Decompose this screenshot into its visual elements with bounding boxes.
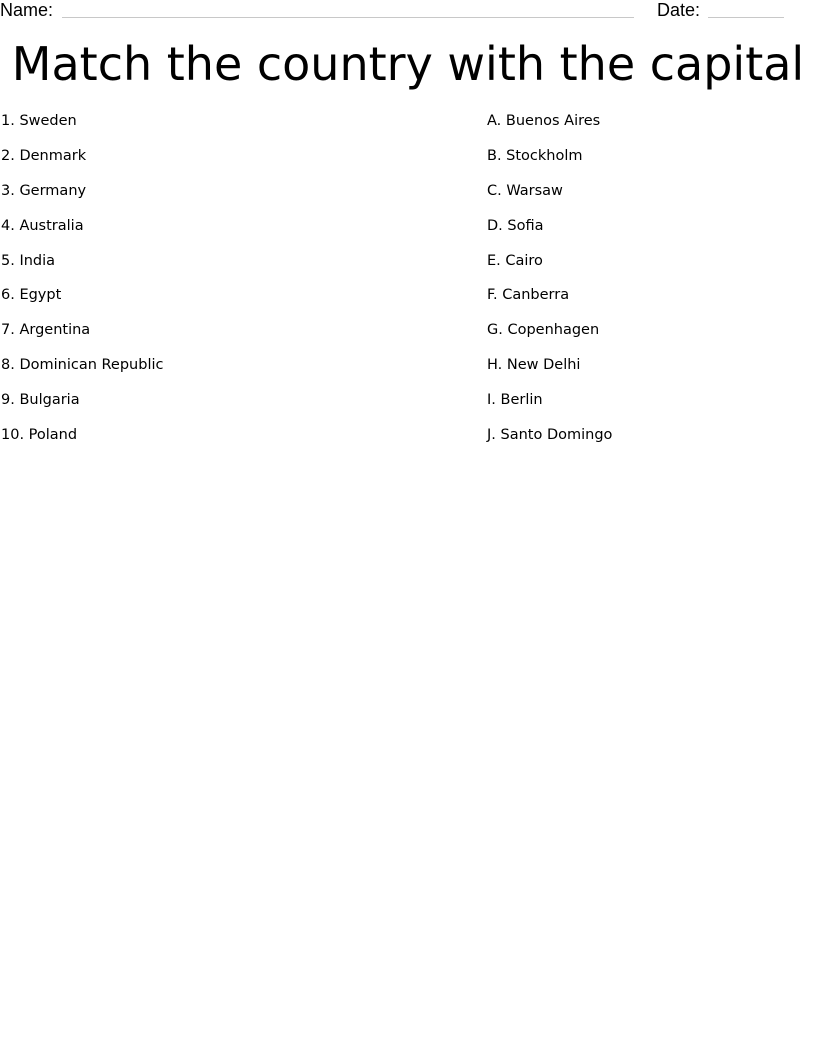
capital-item: D. Sofia (487, 217, 544, 234)
country-item: 5. India (1, 252, 56, 269)
worksheet-header (0, 0, 816, 22)
capital-item: H. New Delhi (487, 357, 581, 374)
country-item: 3. Germany (1, 182, 87, 199)
country-item: 7. Argentina (1, 322, 91, 339)
date-blank-line[interactable] (708, 17, 784, 18)
capital-item: G. Copenhagen (487, 322, 600, 339)
name-blank-line[interactable] (62, 17, 634, 18)
capital-item: B. Stockholm (487, 147, 583, 164)
country-item: 10. Poland (1, 427, 78, 444)
country-item: 8. Dominican Republic (1, 357, 164, 374)
name-label: Name: (0, 0, 54, 20)
capital-item: E. Cairo (487, 252, 543, 269)
country-item: 9. Bulgaria (1, 392, 80, 409)
country-item: 1. Sweden (1, 113, 77, 129)
country-item: 6. Egypt (1, 287, 62, 304)
country-item: 2. Denmark (1, 147, 87, 164)
capital-item: A. Buenos Aires (487, 113, 601, 129)
worksheet-title: Match the country with the capital (11, 37, 805, 91)
capital-item: F. Canberra (487, 287, 570, 304)
capital-item: J. Santo Domingo (487, 427, 613, 444)
capital-item: I. Berlin (487, 392, 543, 409)
capital-item: C. Warsaw (487, 182, 563, 199)
capital-list (487, 111, 612, 460)
country-list (1, 111, 163, 460)
date-label: Date: (657, 0, 701, 20)
country-item: 4. Australia (1, 217, 84, 234)
